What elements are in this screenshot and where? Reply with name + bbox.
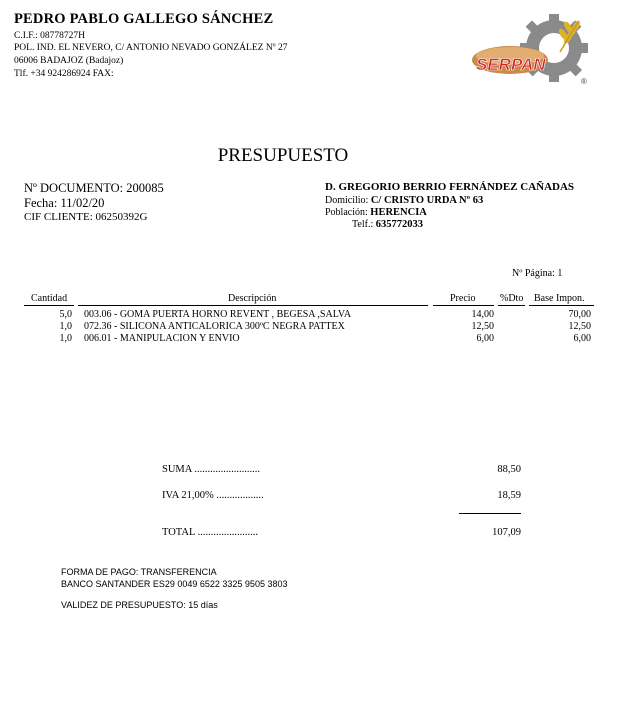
company-name: PEDRO PABLO GALLEGO SÁNCHEZ [14, 11, 274, 27]
bank-account: BANCO SANTANDER ES29 0049 6522 3325 9505 3803 [61, 579, 288, 589]
client-town-value: HERENCIA [370, 207, 427, 218]
client-cif: CIF CLIENTE: 06250392G [24, 211, 148, 223]
document-title: PRESUPUESTO [217, 145, 349, 166]
total-divider [459, 513, 521, 514]
vat-value: 18,59 [497, 490, 521, 501]
row-2-price: 12,50 [471, 321, 494, 332]
company-cif: C.I.F.: 08778727H [14, 31, 86, 41]
serpan-logo [470, 12, 594, 92]
header-underline-desc [78, 305, 428, 306]
vat-label: IVA 21,00% .................. [162, 490, 264, 501]
row-1-price: 14,00 [471, 309, 494, 320]
total-label: TOTAL ....................... [162, 527, 258, 538]
header-underline-base [529, 305, 594, 306]
row-2-qty: 1,0 [59, 321, 72, 332]
page-number: Nº Página: 1 [512, 268, 563, 279]
client-town-label: Población: [325, 207, 368, 218]
sum-label: SUMA ......................... [162, 464, 261, 475]
client-address-value: C/ CRISTO URDA Nº 63 [370, 195, 484, 206]
registered-mark: ® [581, 77, 587, 86]
header-underline-qty [24, 305, 74, 306]
header-description: Descripción [228, 293, 277, 304]
company-city: 06006 BADAJOZ (Badajoz) [14, 56, 124, 66]
row-2-desc: 072.36 - SILICONA ANTICALORICA 300ºC NEGRA PATTEX [84, 321, 345, 332]
total-value: 107,09 [492, 527, 521, 538]
payment-method: FORMA DE PAGO: TRANSFERENCIA [61, 567, 217, 577]
row-3-qty: 1,0 [59, 333, 72, 344]
document-number: Nº DOCUMENTO: 200085 [24, 181, 164, 195]
row-1-desc: 003.06 - GOMA PUERTA HORNO REVENT , BEGESA ,SALVA [84, 309, 352, 320]
header-base: Base Impon. [534, 293, 585, 304]
quote-validity: VALIDEZ DE PRESUPUESTO: 15 días [61, 600, 218, 610]
header-underline-dto [498, 305, 525, 306]
row-1-qty: 5,0 [59, 309, 72, 320]
header-discount: %Dto [500, 293, 524, 304]
logo-text: SERPAN [476, 55, 546, 74]
client-town [325, 207, 427, 218]
company-phone: Tlf. +34 924286924 FAX: [14, 69, 114, 79]
row-3-base: 6,00 [573, 333, 591, 344]
client-name: D. GREGORIO BERRIO FERNÁNDEZ CAÑADAS [325, 181, 575, 193]
header-price: Precio [450, 293, 476, 304]
header-underline-price [433, 305, 494, 306]
client-phone [352, 219, 423, 230]
company-address: POL. IND. EL NEVERO, C/ ANTONIO NEVADO GONZÁLEZ Nº 27 [14, 43, 288, 53]
client-address [325, 195, 483, 206]
client-address-label: Domicilio: [325, 195, 369, 206]
client-phone-label: Telf.: [352, 219, 374, 230]
header-qty: Cantidad [31, 293, 68, 304]
row-3-desc: 006.01 - MANIPULACION Y ENVIO [84, 333, 240, 344]
row-2-base: 12,50 [568, 321, 591, 332]
document-date: Fecha: 11/02/20 [24, 196, 105, 210]
client-phone-value: 635772033 [375, 219, 423, 230]
row-3-price: 6,00 [476, 333, 494, 344]
sum-value: 88,50 [497, 464, 521, 475]
row-1-base: 70,00 [568, 309, 591, 320]
